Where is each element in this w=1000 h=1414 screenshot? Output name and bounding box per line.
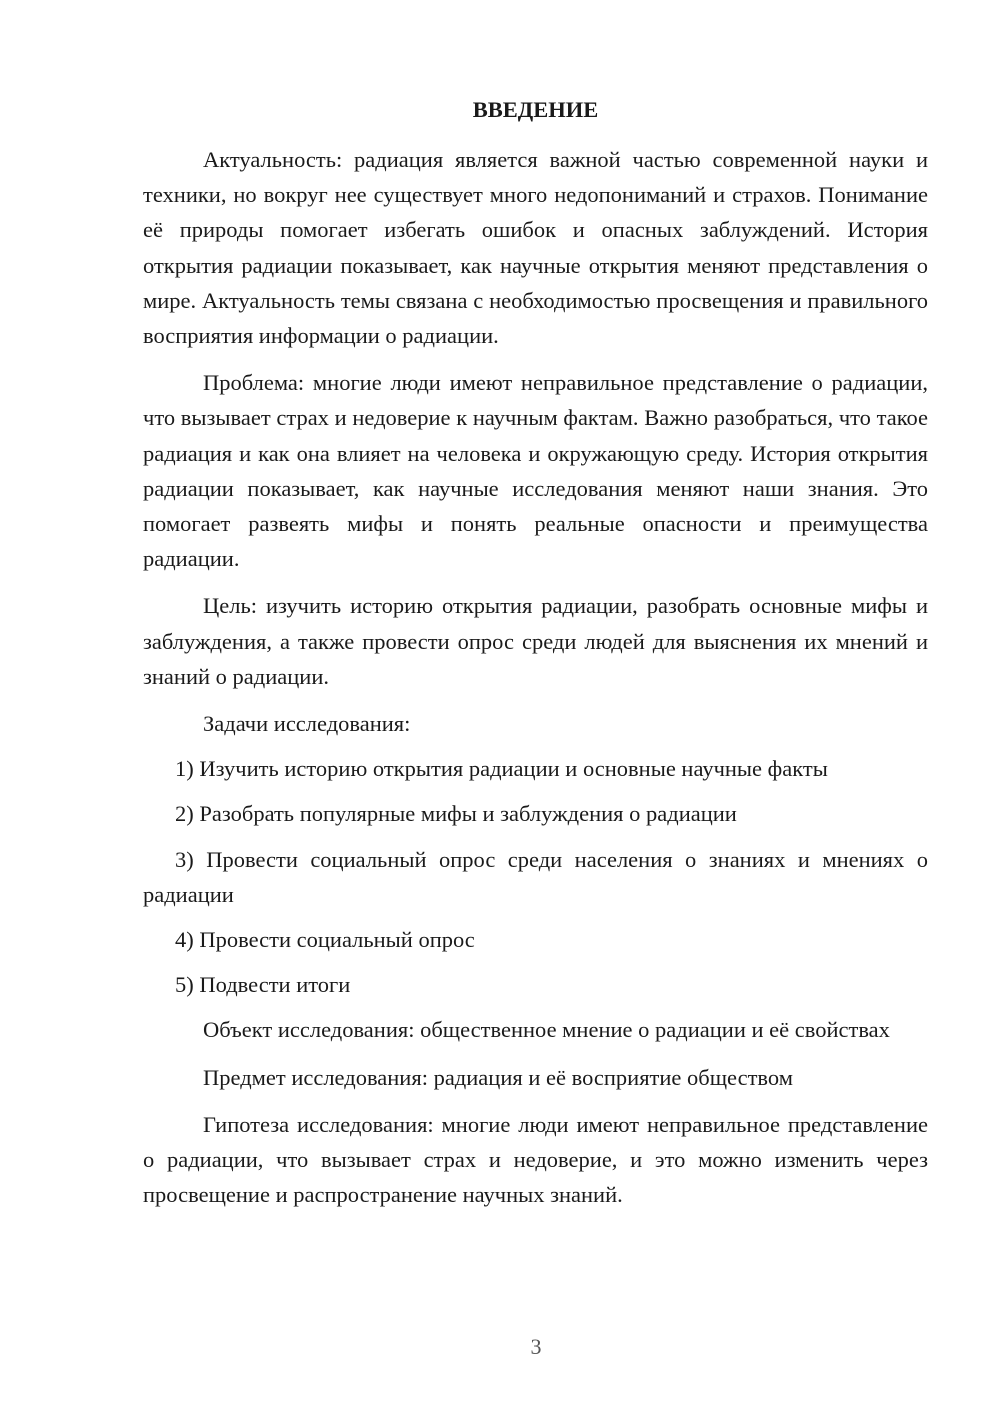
subject-paragraph: Предмет исследования: радиация и её восприятие обществом xyxy=(203,1064,793,1090)
problem-paragraph: Проблема: многие люди имеют неправильное представление о радиации, что вызывает страх и недоверие к научным фактам. Важно разобраться, что такое радиация и как она влияет на человека и окружающую среду. История открытия радиации показывает, как научные исследования меняют наши знания. Это помогает развеять мифы и понять реальные опасности и преимущества радиации. xyxy=(143,370,928,572)
section-title: ВВЕДЕНИЕ xyxy=(472,97,599,122)
task-item: 4) Провести социальный опрос xyxy=(175,927,475,953)
object-paragraph: Объект исследования: общественное мнение о радиации и её свойствах xyxy=(203,1017,890,1043)
relevance-paragraph: Актуальность: радиация является важной частью современной науки и техники, но вокруг нее существует много недопониманий и страхов. Понимание её природы помогает избегать ошибок и опасных заблуждений. История открытия радиации показывает, как научные открытия меняют представления о мире. Актуальность темы связана с необходимостью просвещения и правильного восприятия информации о радиации. xyxy=(143,147,928,349)
hypothesis-paragraph: Гипотеза исследования: многие люди имеют неправильное представление о радиации, что вызывает страх и недоверие, и это можно изменить через просвещение и распространение научных знаний. xyxy=(143,1111,928,1208)
page-content xyxy=(143,94,928,1224)
task-item: 5) Подвести итоги xyxy=(175,972,351,998)
tasks-label: Задачи исследования: xyxy=(203,711,411,737)
goal-paragraph: Цель: изучить историю открытия радиации, разобрать основные мифы и заблуждения, а также провести опрос среди людей для выяснения их мнений и знаний о радиации. xyxy=(143,593,928,689)
tasks-list xyxy=(143,751,928,1002)
task-item: 3) Провести социальный опрос среди населения о знаниях и мнениях о радиации xyxy=(143,846,928,907)
task-item: 2) Разобрать популярные мифы и заблуждения о радиации xyxy=(175,801,737,827)
page-number: 3 xyxy=(530,1334,542,1359)
task-item: 1) Изучить историю открытия радиации и основные научные факты xyxy=(175,756,828,782)
